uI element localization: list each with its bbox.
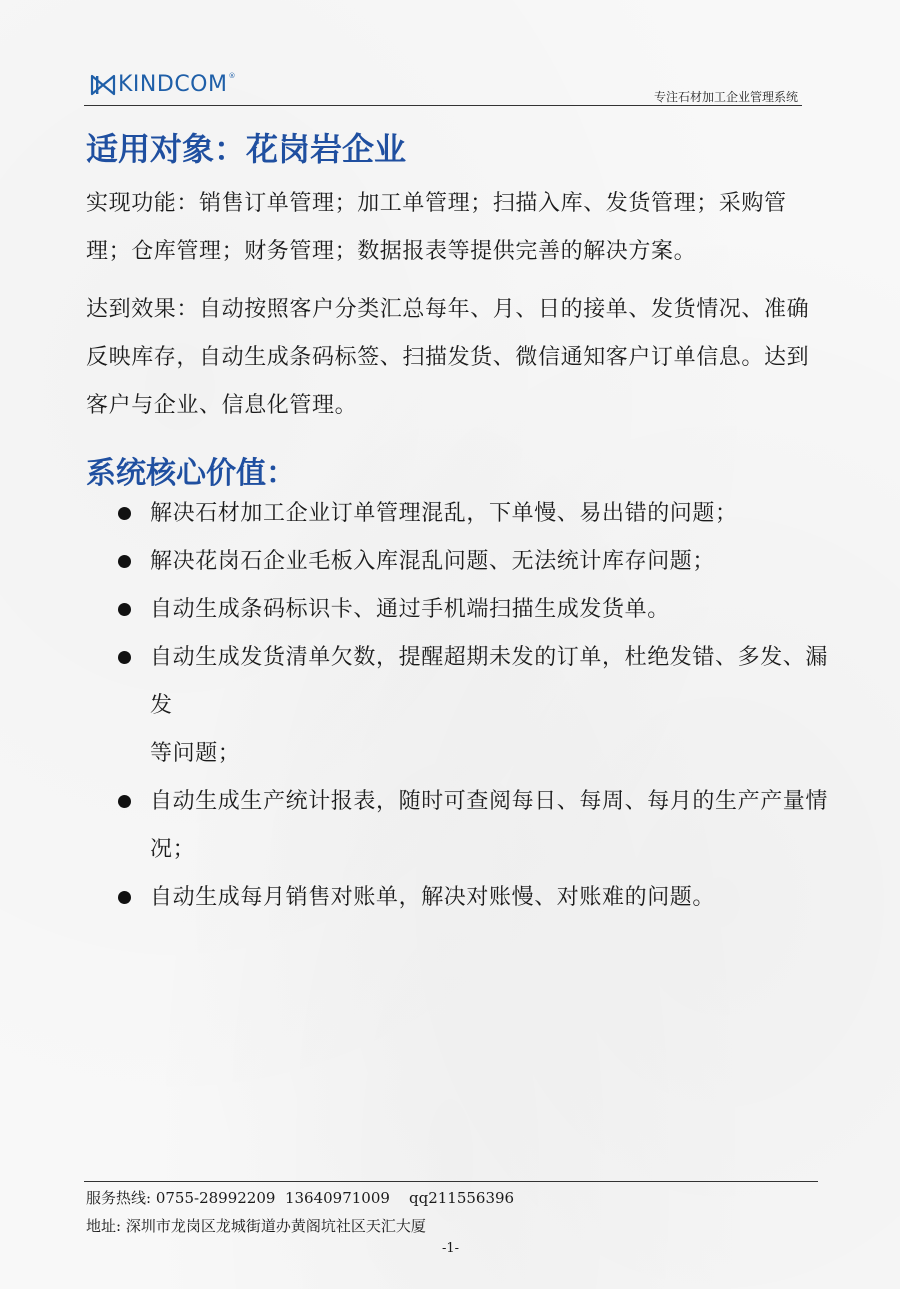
kindcom-logo bbox=[90, 72, 235, 97]
footer-divider bbox=[84, 1181, 818, 1182]
list-item bbox=[118, 778, 838, 874]
bullet-dot-icon bbox=[118, 795, 131, 808]
logo-text: KINDCOM bbox=[118, 72, 228, 97]
list-item-text: 自动生成每月销售对账单，解决对账慢、对账难的问题。 bbox=[150, 885, 716, 910]
bullet-dot-icon bbox=[118, 507, 131, 520]
list-item bbox=[118, 490, 838, 538]
list-item-text: 自动生成生产统计报表，随时可查阅每日、每周、每月的生产产量情况； bbox=[150, 789, 829, 862]
paragraph-effects: 达到效果：自动按照客户分类汇总每年、月、日的接单、发货情况、准确反映库存，自动生成条码标签、扫描发货、微信通知客户订单信息。达到客户与企业、信息化管理。 bbox=[86, 297, 810, 418]
list-item-text: 自动生成发货清单欠数，提醒超期未发的订单，杜绝发错、多发、漏发 等问题； bbox=[150, 645, 829, 766]
list-item bbox=[118, 538, 838, 586]
header-tagline: 专注石材加工企业管理系统 bbox=[653, 90, 798, 104]
registered-mark: ® bbox=[228, 71, 236, 80]
bullet-dot-icon bbox=[118, 891, 131, 904]
page-header bbox=[84, 66, 802, 106]
list-item-text: 解决花岗石企业毛板入库混乱问题、无法统计库存问题； bbox=[150, 549, 716, 574]
list-item bbox=[118, 586, 838, 634]
page-number: -1- bbox=[442, 1241, 460, 1256]
bullet-dot-icon bbox=[118, 603, 131, 616]
core-value-list bbox=[118, 490, 838, 922]
section-title-applicable: 适用对象：花岗岩企业 bbox=[86, 130, 407, 168]
list-item-text: 解决石材加工企业订单管理混乱，下单慢、易出错的问题； bbox=[150, 501, 738, 526]
logo-mark-icon bbox=[90, 74, 116, 96]
header-divider bbox=[84, 105, 802, 106]
bullet-dot-icon bbox=[118, 651, 131, 664]
footer-address: 地址: 深圳市龙岗区龙城街道办黄阁坑社区天汇大厦 bbox=[86, 1217, 426, 1235]
bullet-dot-icon bbox=[118, 555, 131, 568]
footer-hotline: 服务热线: 0755-28992209 13640971009 qq211556396 bbox=[86, 1189, 515, 1207]
list-item bbox=[118, 874, 838, 922]
list-item-text: 自动生成条码标识卡、通过手机端扫描生成发货单。 bbox=[150, 597, 670, 622]
list-item bbox=[118, 634, 838, 778]
section-title-core-value: 系统核心价值： bbox=[86, 456, 296, 491]
paragraph-functions: 实现功能：销售订单管理；加工单管理；扫描入库、发货管理；采购管理；仓库管理；财务管理；数据报表等提供完善的解决方案。 bbox=[86, 191, 787, 264]
